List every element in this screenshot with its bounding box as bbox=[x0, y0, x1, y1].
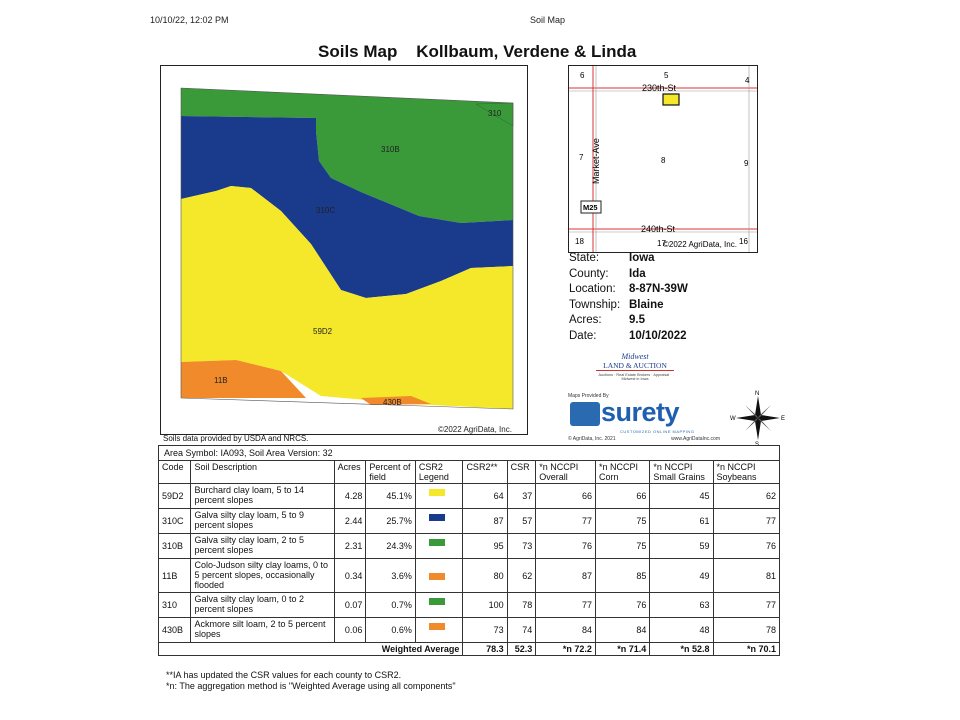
state-value: Iowa bbox=[629, 252, 655, 264]
row-csr: 57 bbox=[507, 509, 536, 534]
row-grains: 48 bbox=[650, 618, 713, 643]
row-pct: 0.6% bbox=[366, 618, 415, 643]
row-soy: 76 bbox=[713, 534, 779, 559]
page-title: Soils Map Kollbaum, Verdene & Linda bbox=[318, 42, 637, 61]
sec-6: 6 bbox=[580, 71, 585, 80]
weighted-label: Weighted Average bbox=[159, 643, 463, 656]
row-csr2: 87 bbox=[463, 509, 507, 534]
date-value: 10/10/2022 bbox=[629, 329, 687, 342]
legend-swatch bbox=[429, 573, 445, 580]
row-desc: Ackmore silt loam, 2 to 5 percent slopes bbox=[191, 618, 334, 643]
row-acres: 0.34 bbox=[334, 559, 366, 593]
compass-rose-icon bbox=[730, 390, 786, 446]
footnote-nccpi: *n: The aggregation method is "Weighted Average using all components" bbox=[166, 681, 456, 691]
row-csr2: 80 bbox=[463, 559, 507, 593]
row-overall: 84 bbox=[536, 618, 596, 643]
agridata-copyright-left: © AgriData, Inc. 2021 bbox=[568, 436, 616, 442]
row-corn: 66 bbox=[595, 484, 649, 509]
row-csr2: 64 bbox=[463, 484, 507, 509]
col-nccpi-soy: *n NCCPI Soybeans bbox=[713, 461, 779, 484]
row-corn: 85 bbox=[595, 559, 649, 593]
location-value: 8-87N-39W bbox=[629, 283, 688, 296]
table-row bbox=[159, 593, 780, 618]
row-pct: 25.7% bbox=[366, 509, 415, 534]
weighted-csr2: 78.3 bbox=[463, 643, 507, 656]
weighted-csr: 52.3 bbox=[507, 643, 536, 656]
soils-map bbox=[160, 65, 528, 435]
row-acres: 2.31 bbox=[334, 534, 366, 559]
col-csr2: CSR2** bbox=[463, 461, 507, 484]
col-pct: Percent of field bbox=[366, 461, 415, 484]
midwest-logo-sub: Auctions · Real Estate Brokers · Appraisal · Midwest in Iowa bbox=[598, 373, 672, 381]
row-overall: 77 bbox=[536, 593, 596, 618]
row-pct: 45.1% bbox=[366, 484, 415, 509]
surety-tagline: CUSTOMIZED ONLINE MAPPING bbox=[620, 429, 695, 434]
road-230th: 230th-St bbox=[642, 83, 677, 93]
row-legend bbox=[415, 559, 463, 593]
township-label: Township: bbox=[569, 298, 621, 311]
midwest-logo-top: Midwest bbox=[621, 352, 649, 361]
row-grains: 61 bbox=[650, 509, 713, 534]
weighted-overall: *n 72.2 bbox=[536, 643, 596, 656]
row-code: 11B bbox=[159, 559, 191, 593]
soils-table-wrapper bbox=[158, 445, 780, 656]
col-code: Code bbox=[159, 461, 191, 484]
sec-9: 9 bbox=[744, 159, 749, 168]
source-note: Soils data provided by USDA and NRCS. bbox=[163, 434, 309, 443]
row-code: 310C bbox=[159, 509, 191, 534]
col-nccpi-overall: *n NCCPI Overall bbox=[536, 461, 596, 484]
compass-s: S bbox=[755, 442, 760, 446]
row-acres: 0.07 bbox=[334, 593, 366, 618]
row-desc: Galva silty clay loam, 0 to 2 percent slopes bbox=[191, 593, 334, 618]
row-code: 310 bbox=[159, 593, 191, 618]
col-nccpi-corn: *n NCCPI Corn bbox=[595, 461, 649, 484]
map-label-310c: 310C bbox=[316, 206, 336, 215]
soils-table bbox=[158, 445, 780, 656]
row-corn: 75 bbox=[595, 509, 649, 534]
print-doc-title: Soil Map bbox=[530, 15, 566, 25]
sec-18: 18 bbox=[575, 237, 584, 246]
row-acres: 0.06 bbox=[334, 618, 366, 643]
row-desc: Colo-Judson silty clay loams, 0 to 5 percent slopes, occasionally flooded bbox=[191, 559, 334, 593]
table-row bbox=[159, 484, 780, 509]
road-240th: 240th-St bbox=[641, 224, 676, 234]
road-market-ave: Market-Ave bbox=[591, 138, 601, 184]
row-acres: 4.28 bbox=[334, 484, 366, 509]
sec-7: 7 bbox=[579, 153, 584, 162]
midwest-logo-main: LAND & AUCTION bbox=[596, 361, 674, 371]
row-pct: 24.3% bbox=[366, 534, 415, 559]
row-soy: 81 bbox=[713, 559, 779, 593]
sec-17: 17 bbox=[657, 239, 666, 248]
hwy-m25: M25 bbox=[583, 203, 598, 212]
row-grains: 59 bbox=[650, 534, 713, 559]
locator-map bbox=[568, 65, 758, 253]
map-copyright: ©2022 AgriData, Inc. bbox=[438, 425, 512, 434]
acres-value: 9.5 bbox=[629, 314, 645, 327]
row-overall: 66 bbox=[536, 484, 596, 509]
compass-e: E bbox=[781, 416, 786, 422]
row-legend bbox=[415, 509, 463, 534]
row-grains: 45 bbox=[650, 484, 713, 509]
sec-8: 8 bbox=[661, 156, 666, 165]
row-corn: 75 bbox=[595, 534, 649, 559]
footnote-csr2: **IA has updated the CSR values for each county to CSR2. bbox=[166, 670, 402, 680]
row-grains: 49 bbox=[650, 559, 713, 593]
legend-swatch bbox=[429, 598, 445, 605]
sec-16: 16 bbox=[739, 237, 748, 246]
map-label-310: 310 bbox=[488, 109, 502, 118]
table-row bbox=[159, 509, 780, 534]
compass-w: W bbox=[730, 416, 736, 422]
row-acres: 2.44 bbox=[334, 509, 366, 534]
agridata-url: www.AgriDataInc.com bbox=[671, 436, 720, 442]
compass-n: N bbox=[755, 391, 760, 397]
county-label: County: bbox=[569, 267, 609, 280]
col-desc: Soil Description bbox=[191, 461, 334, 484]
county-value: Ida bbox=[629, 267, 646, 280]
row-legend bbox=[415, 484, 463, 509]
row-corn: 84 bbox=[595, 618, 649, 643]
map-label-11b: 11B bbox=[214, 376, 228, 385]
row-corn: 76 bbox=[595, 593, 649, 618]
weighted-soy: *n 70.1 bbox=[713, 643, 779, 656]
row-desc: Galva silty clay loam, 5 to 9 percent slopes bbox=[191, 509, 334, 534]
weighted-average-row bbox=[159, 643, 780, 656]
table-row bbox=[159, 534, 780, 559]
field-info bbox=[569, 251, 688, 345]
legend-swatch bbox=[429, 514, 445, 521]
col-nccpi-grains: *n NCCPI Small Grains bbox=[650, 461, 713, 484]
row-csr2: 100 bbox=[463, 593, 507, 618]
legend-swatch bbox=[429, 539, 445, 546]
locator-copyright: ©2022 AgriData, Inc. bbox=[663, 240, 737, 249]
locator-field-marker bbox=[663, 94, 679, 105]
surety-wordmark: surety bbox=[601, 397, 680, 427]
col-csr: CSR bbox=[507, 461, 536, 484]
row-code: 430B bbox=[159, 618, 191, 643]
row-legend bbox=[415, 618, 463, 643]
map-label-59d2: 59D2 bbox=[313, 327, 333, 336]
weighted-grains: *n 52.8 bbox=[650, 643, 713, 656]
locator-map-svg bbox=[569, 66, 757, 252]
map-label-310b: 310B bbox=[381, 145, 400, 154]
township-value: Blaine bbox=[629, 298, 664, 311]
col-acres: Acres bbox=[334, 461, 366, 484]
row-soy: 77 bbox=[713, 593, 779, 618]
table-row bbox=[159, 618, 780, 643]
row-csr: 62 bbox=[507, 559, 536, 593]
row-desc: Burchard clay loam, 5 to 14 percent slopes bbox=[191, 484, 334, 509]
row-soy: 77 bbox=[713, 509, 779, 534]
date-label: Date: bbox=[569, 329, 597, 342]
row-csr: 73 bbox=[507, 534, 536, 559]
surety-logo bbox=[568, 393, 720, 442]
row-legend bbox=[415, 534, 463, 559]
row-overall: 77 bbox=[536, 509, 596, 534]
row-csr: 78 bbox=[507, 593, 536, 618]
state-label: State: bbox=[569, 252, 600, 264]
row-csr: 74 bbox=[507, 618, 536, 643]
row-soy: 78 bbox=[713, 618, 779, 643]
sec-5: 5 bbox=[664, 71, 669, 80]
row-csr2: 95 bbox=[463, 534, 507, 559]
row-pct: 3.6% bbox=[366, 559, 415, 593]
row-overall: 76 bbox=[536, 534, 596, 559]
row-csr2: 73 bbox=[463, 618, 507, 643]
print-datetime: 10/10/22, 12:02 PM bbox=[150, 15, 229, 25]
table-row bbox=[159, 559, 780, 593]
acres-label: Acres: bbox=[569, 314, 602, 327]
soils-map-svg bbox=[161, 66, 527, 434]
row-code: 59D2 bbox=[159, 484, 191, 509]
location-label: Location: bbox=[569, 283, 616, 296]
surety-globe-icon bbox=[570, 402, 600, 426]
weighted-corn: *n 71.4 bbox=[595, 643, 649, 656]
maps-provided-label: Maps Provided By bbox=[568, 393, 609, 399]
area-symbol-row: Area Symbol: IA093, Soil Area Version: 32 bbox=[159, 446, 780, 461]
legend-swatch bbox=[429, 489, 445, 496]
legend-swatch bbox=[429, 623, 445, 630]
row-grains: 63 bbox=[650, 593, 713, 618]
sec-4: 4 bbox=[745, 76, 750, 85]
row-csr: 37 bbox=[507, 484, 536, 509]
row-pct: 0.7% bbox=[366, 593, 415, 618]
table-header-row bbox=[159, 461, 780, 484]
row-overall: 87 bbox=[536, 559, 596, 593]
row-soy: 62 bbox=[713, 484, 779, 509]
row-desc: Galva silty clay loam, 2 to 5 percent slopes bbox=[191, 534, 334, 559]
midwest-logo bbox=[596, 352, 674, 381]
row-legend bbox=[415, 593, 463, 618]
footnotes bbox=[166, 670, 456, 692]
map-label-430b: 430B bbox=[383, 398, 402, 407]
col-legend: CSR2 Legend bbox=[415, 461, 463, 484]
row-code: 310B bbox=[159, 534, 191, 559]
